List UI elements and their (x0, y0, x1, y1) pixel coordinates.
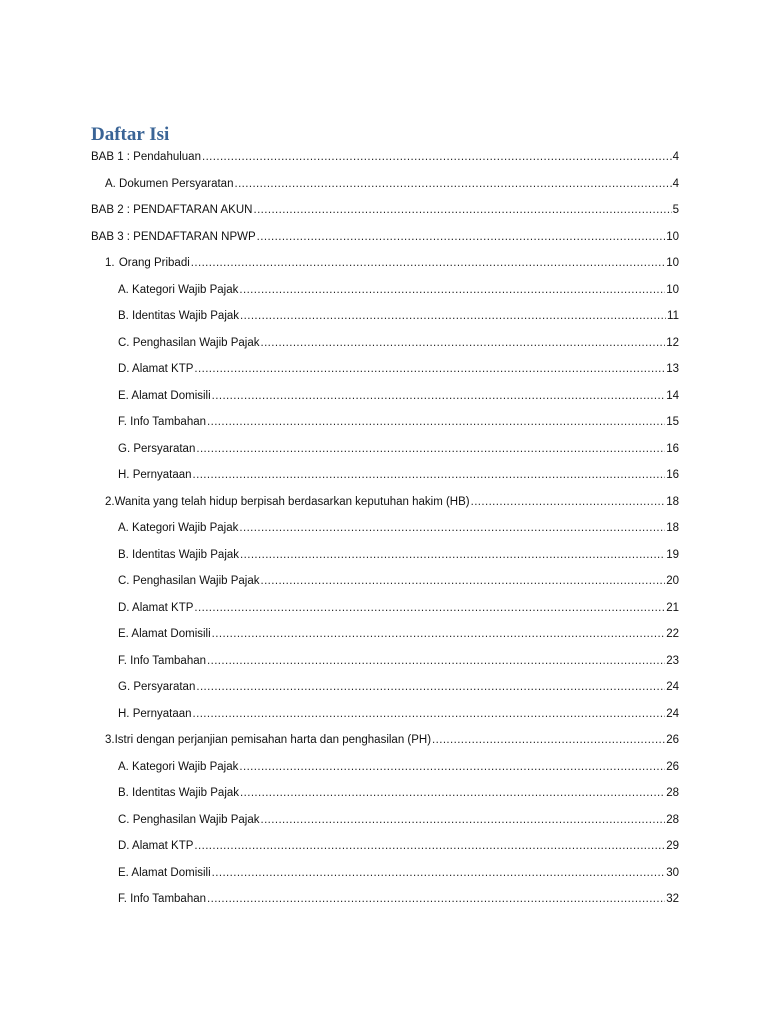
toc-entry-title: D. Alamat KTP (118, 840, 194, 853)
toc-entry-title: A. Dokumen Persyaratan (105, 177, 234, 190)
toc-entry[interactable] (0, 542, 768, 569)
toc-entry-title: E. Alamat Domisili (118, 628, 211, 641)
toc-entry-number: 3. (105, 734, 115, 747)
toc-entry-page-number: 13 (666, 363, 679, 376)
toc-entry[interactable] (0, 197, 768, 224)
toc-entry[interactable] (0, 383, 768, 410)
toc-entry-page-number: 16 (666, 442, 679, 455)
toc-entry[interactable] (0, 436, 768, 463)
toc-entry-title: F. Info Tambahan (118, 654, 207, 667)
toc-entry[interactable] (0, 303, 768, 330)
toc-entry-title: H. Pernyataan (118, 469, 192, 482)
toc-entry-title: D. Alamat KTP (118, 601, 194, 614)
toc-entry-page-number: 15 (666, 416, 679, 429)
toc-entry-page-number: 11 (667, 310, 679, 323)
toc-entry[interactable] (0, 489, 768, 516)
toc-entry[interactable] (0, 144, 768, 171)
toc-entry[interactable] (0, 807, 768, 834)
toc-entry-title: Wanita yang telah hidup berpisah berdasarkan keputuhan hakim (HB) (114, 495, 470, 508)
toc-dot-leader (196, 680, 665, 694)
toc-entry-title: B. Identitas Wajib Pajak (118, 548, 240, 561)
toc-dot-leader (260, 574, 665, 588)
toc-entry-title: BAB 3 : PENDAFTARAN NPWP (91, 230, 256, 243)
toc-entry[interactable] (0, 860, 768, 887)
toc-entry-title: F. Info Tambahan (118, 893, 207, 906)
toc-entry[interactable] (0, 330, 768, 357)
toc-entry-title: D. Alamat KTP (118, 363, 194, 376)
toc-dot-leader (194, 601, 665, 615)
toc-entry-page-number: 26 (666, 734, 679, 747)
toc-entry-number: 2. (105, 495, 115, 508)
toc-dot-leader (257, 230, 666, 244)
toc-dot-leader (239, 760, 665, 774)
toc-entry-page-number: 5 (672, 204, 679, 217)
toc-dot-leader (212, 866, 666, 880)
toc-entry-title: G. Persyaratan (118, 681, 196, 694)
toc-entry-page-number: 12 (666, 336, 679, 349)
toc-entry-title: G. Persyaratan (118, 442, 196, 455)
toc-dot-leader (193, 707, 666, 721)
toc-dot-leader (207, 415, 665, 429)
toc-dot-leader (202, 150, 672, 164)
toc-dot-leader (196, 442, 665, 456)
toc-entry[interactable] (0, 833, 768, 860)
toc-dot-leader (212, 389, 666, 403)
toc-entry[interactable] (0, 727, 768, 754)
toc-entry[interactable] (0, 648, 768, 675)
toc-dot-leader (239, 283, 665, 297)
toc-dot-leader (471, 495, 666, 509)
toc-dot-leader (260, 813, 665, 827)
toc-dot-leader (194, 839, 665, 853)
toc-dot-leader (240, 309, 666, 323)
toc-entry-page-number: 30 (666, 866, 679, 879)
toc-entry[interactable] (0, 568, 768, 595)
toc-entry-page-number: 14 (666, 389, 679, 402)
toc-entry-page-number: 26 (666, 760, 679, 773)
toc-entry-page-number: 4 (672, 177, 679, 190)
toc-entry-page-number: 10 (666, 283, 679, 296)
toc-entry-page-number: 18 (666, 522, 679, 535)
toc-entry-page-number: 21 (666, 601, 679, 614)
toc-entry[interactable] (0, 224, 768, 251)
toc-entry-title: H. Pernyataan (118, 707, 192, 720)
toc-entry[interactable] (0, 171, 768, 198)
toc-entry-page-number: 29 (666, 840, 679, 853)
toc-entry-title: F. Info Tambahan (118, 416, 207, 429)
toc-entry-page-number: 18 (666, 495, 679, 508)
toc-entry[interactable] (0, 754, 768, 781)
toc-entry[interactable] (0, 674, 768, 701)
toc-dot-leader (240, 786, 665, 800)
toc-entry-title: C. Penghasilan Wajib Pajak (118, 575, 260, 588)
toc-entry-title: E. Alamat Domisili (118, 866, 211, 879)
toc-entry-title: Orang Pribadi (118, 257, 190, 270)
toc-entry-title: A. Kategori Wajib Pajak (118, 760, 239, 773)
toc-entry-title: C. Penghasilan Wajib Pajak (118, 813, 260, 826)
toc-entry-page-number: 24 (666, 681, 679, 694)
toc-entry-number: 1. (105, 257, 115, 270)
toc-entry-title: B. Identitas Wajib Pajak (118, 310, 240, 323)
toc-title: Daftar Isi (91, 124, 170, 145)
toc-dot-leader (240, 548, 665, 562)
toc-entry[interactable] (0, 409, 768, 436)
toc-dot-leader (191, 256, 665, 270)
toc-entry-title: Istri dengan perjanjian pemisahan harta dan penghasilan (PH) (114, 734, 432, 747)
toc-entry[interactable] (0, 250, 768, 277)
toc-dot-leader (253, 203, 671, 217)
toc-entry-page-number: 28 (666, 813, 679, 826)
toc-entry[interactable] (0, 886, 768, 913)
toc-dot-leader (212, 627, 666, 641)
toc-dot-leader (194, 362, 665, 376)
toc-dot-leader (432, 733, 665, 747)
toc-entry-title: E. Alamat Domisili (118, 389, 211, 402)
toc-entry-title: A. Kategori Wajib Pajak (118, 522, 239, 535)
toc-dot-leader (239, 521, 665, 535)
toc-entry[interactable] (0, 701, 768, 728)
toc-entry-page-number: 22 (666, 628, 679, 641)
toc-entry-title: BAB 1 : Pendahuluan (91, 151, 201, 164)
toc-entry[interactable] (0, 780, 768, 807)
toc-entry-title: C. Penghasilan Wajib Pajak (118, 336, 260, 349)
toc-entry[interactable] (0, 277, 768, 304)
toc-list (0, 144, 768, 913)
toc-entry[interactable] (0, 515, 768, 542)
toc-entry-page-number: 19 (666, 548, 679, 561)
toc-entry-page-number: 24 (666, 707, 679, 720)
toc-entry-page-number: 32 (666, 893, 679, 906)
toc-entry-title: BAB 2 : PENDAFTARAN AKUN (91, 204, 253, 217)
toc-dot-leader (207, 654, 665, 668)
toc-dot-leader (193, 468, 666, 482)
toc-entry[interactable] (0, 621, 768, 648)
toc-entry-title: A. Kategori Wajib Pajak (118, 283, 239, 296)
toc-entry-title: B. Identitas Wajib Pajak (118, 787, 240, 800)
toc-entry-page-number: 20 (666, 575, 679, 588)
toc-entry-page-number: 4 (672, 151, 679, 164)
toc-entry[interactable] (0, 356, 768, 383)
toc-dot-leader (260, 336, 665, 350)
toc-entry-page-number: 10 (666, 257, 679, 270)
toc-entry-page-number: 28 (666, 787, 679, 800)
toc-entry[interactable] (0, 462, 768, 489)
toc-entry-page-number: 16 (666, 469, 679, 482)
toc-entry-page-number: 10 (666, 230, 679, 243)
toc-dot-leader (234, 177, 671, 191)
toc-entry-page-number: 23 (666, 654, 679, 667)
toc-entry[interactable] (0, 595, 768, 622)
toc-dot-leader (207, 892, 665, 906)
